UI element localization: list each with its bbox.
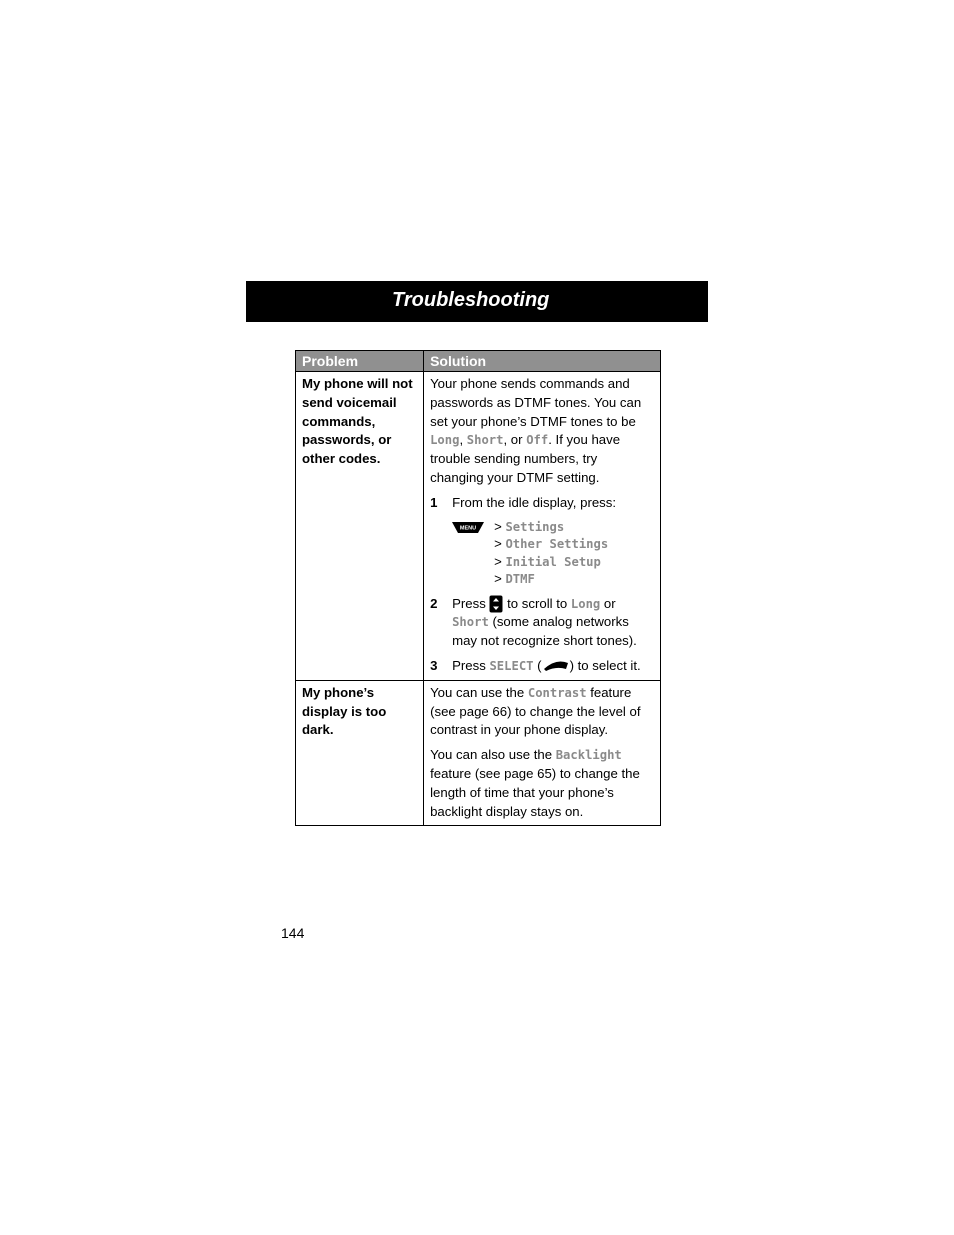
menu-term: Contrast xyxy=(527,685,587,700)
step-number: 1 xyxy=(430,494,438,510)
path-item: Initial Setup xyxy=(505,554,601,569)
step-number: 3 xyxy=(430,657,438,673)
menu-path-row xyxy=(452,519,654,537)
problem-cell: My phone will not send voicemail commands, passwords, or other codes. xyxy=(296,372,424,681)
step-1 xyxy=(430,494,654,513)
solution-cell xyxy=(424,372,661,681)
path-separator: > xyxy=(494,536,502,552)
path-separator: > xyxy=(494,571,502,587)
section-title: Troubleshooting xyxy=(392,289,550,311)
menu-path xyxy=(452,519,654,589)
text: Press xyxy=(452,657,490,673)
step-3 xyxy=(430,657,654,676)
column-header-solution: Solution xyxy=(424,351,661,372)
text: ( xyxy=(533,657,542,673)
text: Your phone sends commands and passwords as DTMF tones. You can set your phone’s DTMF tones to be xyxy=(430,376,642,429)
menu-path-row xyxy=(452,536,654,554)
text: ) to select it. xyxy=(569,657,641,673)
text: (some analog networks may not recognize short tones). xyxy=(452,614,637,649)
text: You can use the xyxy=(430,684,528,700)
step-text xyxy=(452,657,654,676)
menu-term: Short xyxy=(452,615,489,630)
path-item: DTMF xyxy=(505,572,535,587)
step-text: From the idle display, press: xyxy=(452,494,617,510)
table-row xyxy=(296,680,661,826)
text: feature (see page 65) to change the length of time that your phone’s backlight display stays on. xyxy=(430,765,640,819)
step-text xyxy=(452,595,654,651)
menu-path-row xyxy=(452,571,654,589)
text: Press xyxy=(452,595,490,611)
text: , or xyxy=(503,432,527,448)
menu-term: Off xyxy=(526,433,549,448)
text: feature (see page 66) to change the level of contrast in your phone display. xyxy=(430,684,641,738)
svg-text:MENU: MENU xyxy=(459,525,477,532)
solution-intro xyxy=(430,375,654,488)
table-row xyxy=(296,372,661,681)
step-number: 2 xyxy=(430,595,438,611)
text: to scroll to xyxy=(503,595,571,611)
step-2 xyxy=(430,595,654,651)
soft-key-icon xyxy=(542,660,570,672)
section-banner xyxy=(246,281,708,322)
solution-paragraph xyxy=(430,684,654,740)
problem-cell: My phone’s display is too dark. xyxy=(296,680,424,826)
text: . If you have trouble sending numbers, try changing your DTMF setting. xyxy=(430,432,621,485)
page-number: 144 xyxy=(281,925,305,941)
menu-key-icon xyxy=(452,522,484,533)
table-header-row xyxy=(296,351,661,372)
text: or xyxy=(600,595,616,611)
path-item: Other Settings xyxy=(505,537,609,552)
text: You can also use the xyxy=(430,747,556,763)
scroll-key-icon xyxy=(489,595,503,613)
column-header-problem: Problem xyxy=(296,351,424,372)
path-item: Settings xyxy=(505,519,565,534)
text: , xyxy=(459,432,467,448)
menu-term: Long xyxy=(570,596,601,611)
path-separator: > xyxy=(494,553,502,569)
menu-path-row xyxy=(452,554,654,572)
path-separator: > xyxy=(494,518,502,534)
solution-cell xyxy=(424,680,661,826)
menu-term: Short xyxy=(466,433,504,448)
solution-paragraph xyxy=(430,746,654,821)
menu-term: Long xyxy=(430,433,460,448)
troubleshooting-table xyxy=(295,350,661,826)
menu-term: SELECT xyxy=(489,658,534,673)
menu-term: Backlight xyxy=(555,748,622,763)
